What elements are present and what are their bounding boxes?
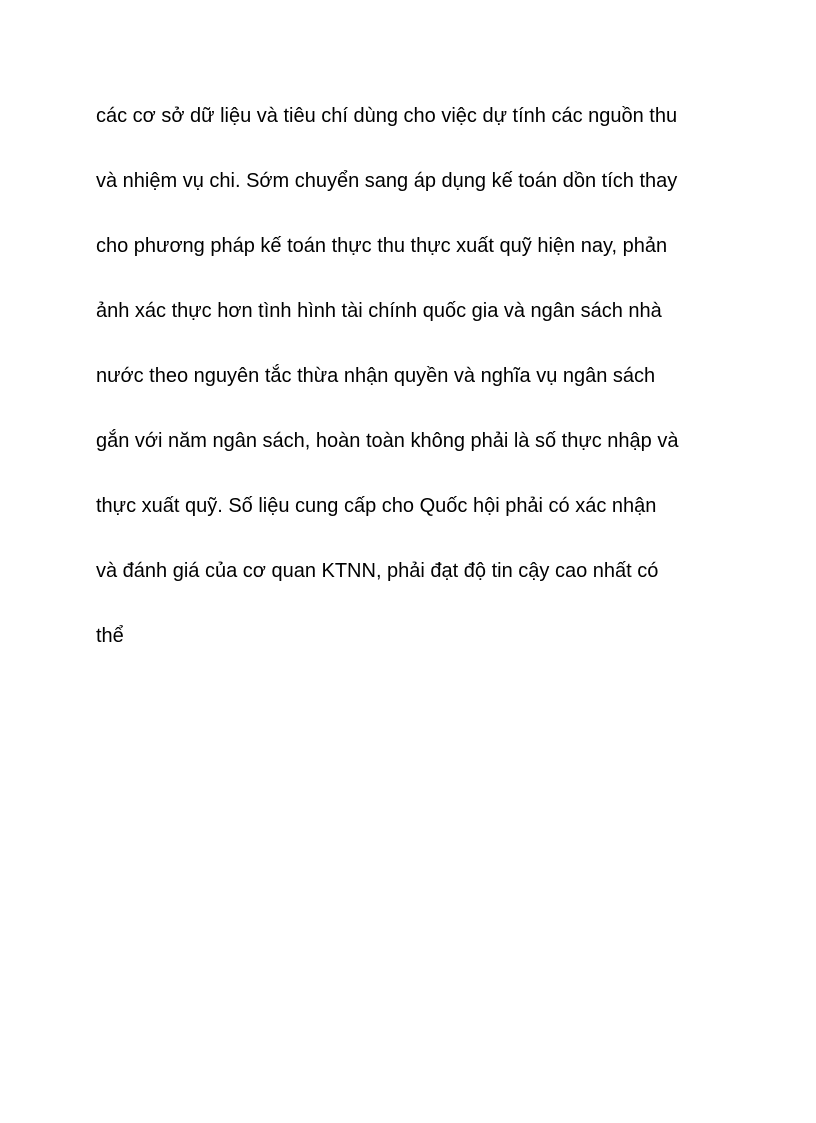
paragraph-line: các cơ sở dữ liệu và tiêu chí dùng cho việc dự tính các nguồn thu	[96, 105, 678, 127]
paragraph-line: cho phương pháp kế toán thực thu thực xuất quỹ hiện nay, phản	[96, 235, 668, 257]
paragraph-line: gắn với năm ngân sách, hoàn toàn không phải là số thực nhập và	[96, 430, 679, 452]
paragraph-line: nước theo nguyên tắc thừa nhận quyền và nghĩa vụ ngân sách	[96, 365, 656, 387]
paragraph-line: thực xuất quỹ. Số liệu cung cấp cho Quốc hội phải có xác nhận	[96, 495, 657, 517]
body-paragraph	[96, 96, 736, 681]
paragraph-line: và đánh giá của cơ quan KTNN, phải đạt độ tin cậy cao nhất có	[96, 560, 659, 582]
paragraph-line: ảnh xác thực hơn tình hình tài chính quốc gia và ngân sách nhà	[96, 300, 662, 322]
paragraph-line: thể	[96, 625, 124, 647]
paragraph-line: và nhiệm vụ chi. Sớm chuyển sang áp dụng kế toán dồn tích thay	[96, 170, 678, 192]
